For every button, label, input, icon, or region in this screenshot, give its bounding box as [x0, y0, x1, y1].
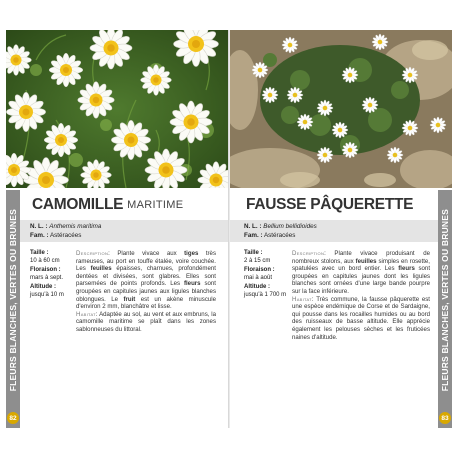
section-band-label [6, 205, 20, 395]
page-number: 82 [7, 412, 19, 424]
latin-name-line [30, 222, 228, 231]
description-heading: Description [76, 250, 109, 257]
size-label: Taille : [244, 250, 263, 256]
altitude-label: Altitude : [30, 284, 56, 290]
family-value: Astéracées [263, 232, 296, 239]
family-label: Fam. : [30, 232, 49, 239]
description-keyword: fleurs [183, 280, 201, 288]
species-title [20, 190, 228, 220]
size-label: Taille : [30, 250, 49, 256]
species-title-sub: MARITIME [127, 199, 184, 211]
size-value: 2 à 15 cm [244, 257, 271, 264]
flowering-value: mai à août [244, 274, 273, 281]
family-line [244, 231, 438, 240]
description-text: : Plante vivace produisant de nombreux stolons, aux [292, 250, 430, 265]
species-title [230, 190, 438, 220]
description-text: très rameuses, au port en touffe étalée, voire couchée. Les [76, 250, 216, 273]
latin-name-line [244, 222, 438, 231]
description-keyword: fruit [123, 295, 136, 303]
fausse-paquerette-photo-image [230, 30, 452, 188]
description-text: sont groupées en capitules jaunes dont les ligules blanches sont ornées d'une large bande pourpre sur la face inférieure. [292, 265, 431, 295]
latin-name-value: Bellium bellidioides [263, 223, 317, 230]
altitude-value: jusqu'à 10 m [30, 291, 64, 298]
section-band-text: FLEURS BLANCHES, VERTES OU BRUNES [440, 208, 450, 392]
taxonomy-block [230, 220, 438, 242]
left-page [6, 30, 228, 428]
description-text: est un akène minuscule d'environ 2 mm, blanchâtre et lisse. [76, 295, 217, 311]
latin-name-value: Anthemis maritima [49, 223, 102, 230]
habitat-heading: Habitat [76, 310, 96, 318]
section-band-text: FLEURS BLANCHES, VERTES OU BRUNES [8, 208, 18, 392]
section-band-label [438, 205, 452, 395]
description-keyword: tiges [184, 250, 199, 257]
flowering-label: Floraison : [244, 267, 275, 273]
description-text: épaisses, charnues, profondément dentées et divisées, sont glabres. Elles sont parsemées de points profonds. Les [76, 265, 216, 288]
camomille-photo [6, 30, 228, 188]
habitat-text: : Très commune, la fausse pâquerette est une espèce endémique de Corse et de Sardaigne, qui pousse dans les rocailles humides ou au bord des ruisseaux de basse altitude. Elle apprécie également les pelouses sèches et les fruticées naines d'altitude. [292, 295, 430, 341]
habitat-text: : Adaptée au sol, au vent et aux embruns, la camomille maritime se plaît dans les zones sablonneuses du littoral. [76, 310, 216, 333]
description-text: simples en rosette, spatulées avec un bord entier. Les [292, 257, 430, 273]
family-line [30, 231, 228, 240]
species-description [292, 250, 430, 341]
altitude-label: Altitude : [244, 284, 270, 290]
latin-name-label: N. L. : [30, 223, 48, 230]
description-text: : Plante vivace aux [108, 250, 185, 257]
species-facts [30, 250, 74, 301]
description-heading: Description [292, 250, 325, 257]
camomille-photo-image [6, 30, 228, 188]
size-value: 10 à 60 cm [30, 257, 60, 264]
right-page [230, 30, 452, 428]
altitude-value: jusqu'à 1 700 m [244, 291, 287, 298]
fausse-paquerette-photo [230, 30, 452, 188]
latin-name-label: N. L. : [244, 223, 262, 230]
species-description [76, 250, 216, 334]
family-label: Fam. : [244, 232, 263, 239]
family-value: Astéracées [49, 232, 82, 239]
flowering-label: Floraison : [30, 267, 61, 273]
species-title-main: FAUSSE PÂQUERETTE [246, 196, 414, 213]
species-title-main: CAMOMILLE [32, 196, 124, 213]
description-keyword: feuilles [355, 257, 377, 265]
species-facts [244, 250, 288, 301]
description-text: sont groupées en capitules jaunes aux ligules blanches oblongues. Le [76, 280, 216, 303]
page-number: 83 [439, 412, 451, 424]
habitat-heading: Habitat [292, 295, 312, 303]
taxonomy-block [20, 220, 228, 242]
description-keyword: feuilles [90, 265, 112, 273]
flowering-value: mars à sept. [30, 274, 64, 281]
description-keyword: fleurs [398, 265, 415, 273]
